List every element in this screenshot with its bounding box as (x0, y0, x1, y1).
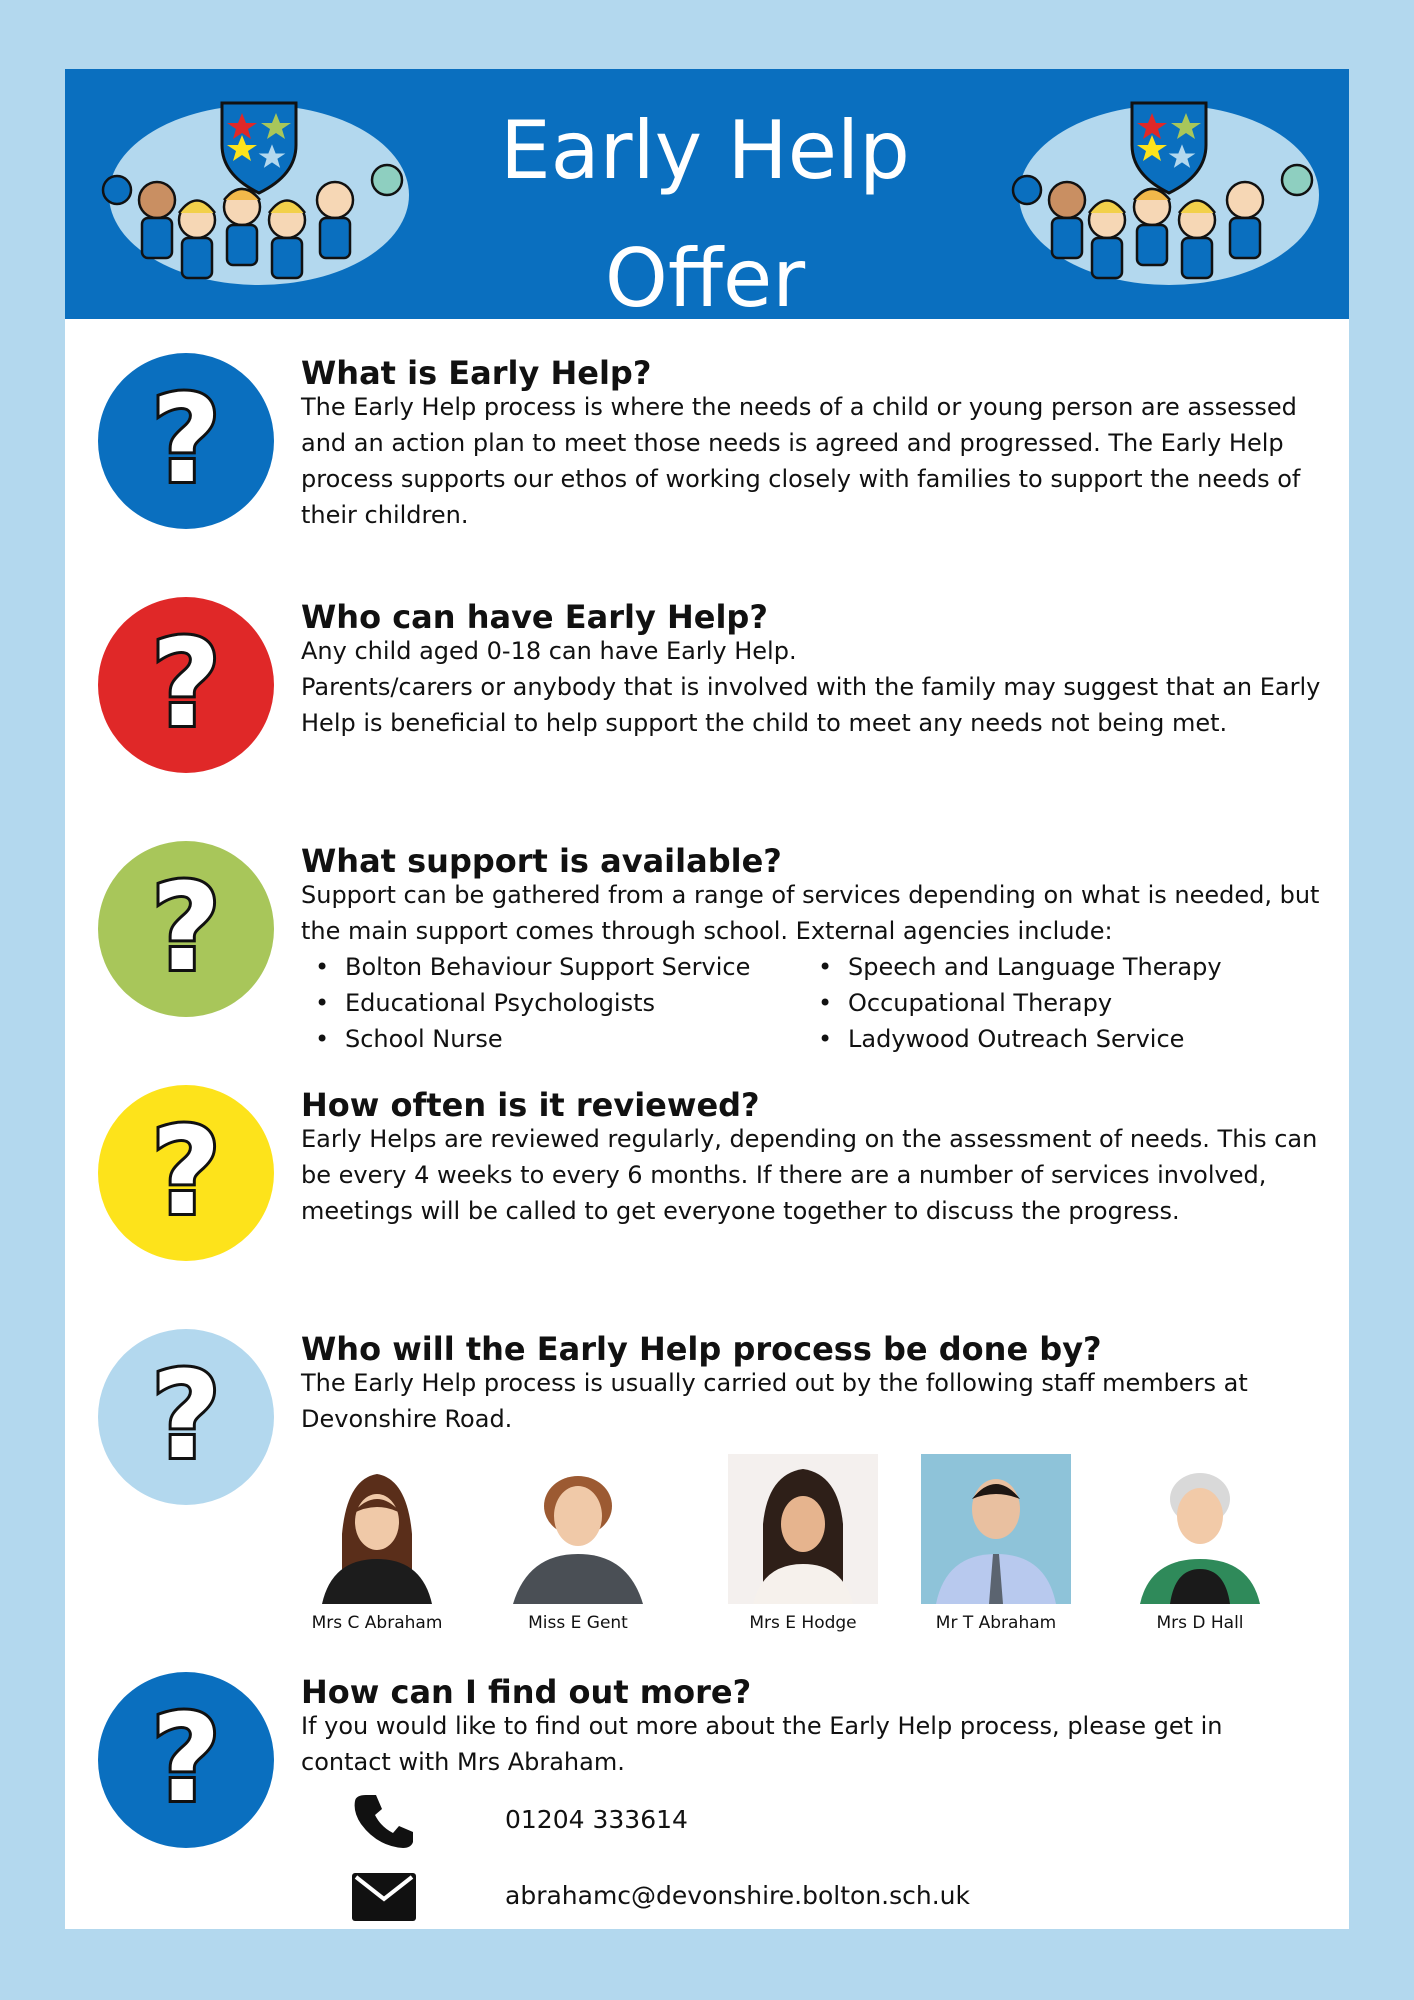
title-line-1: Early Help (500, 104, 910, 197)
section-paragraph: The Early Help process is where the needs of a child or young person are assessed and an action plan to meet those needs is agreed and progressed. The Early Help process supports our ethos of working closely with families to support the needs of their children. (301, 393, 1301, 529)
email-address[interactable]: abrahamc@devonshire.bolton.sch.uk (505, 1881, 970, 1910)
flyer-card (65, 69, 1349, 1929)
page-title (445, 87, 965, 343)
staff-photo (503, 1454, 653, 1604)
list-item: • Speech and Language Therapy (818, 949, 1222, 985)
list-item: • Bolton Behaviour Support Service (315, 949, 750, 985)
question-mark-icon (98, 353, 274, 529)
list-item: • Ladywood Outreach Service (818, 1021, 1222, 1057)
section-paragraph: Any child aged 0-18 can have Early Help. (301, 637, 797, 665)
staff-photo (728, 1454, 878, 1604)
question-mark-icon (98, 597, 274, 773)
staff-member (921, 1454, 1071, 1634)
section-title: How often is it reviewed? (301, 1086, 760, 1124)
staff-name: Mrs E Hodge (749, 1613, 857, 1633)
title-line-2: Offer (604, 232, 806, 325)
section-paragraph: If you would like to find out more about the Early Help process, please get in contact with Mrs Abraham. (301, 1712, 1223, 1776)
staff-name: Mrs C Abraham (311, 1613, 443, 1633)
phone-number[interactable]: 01204 333614 (505, 1805, 688, 1834)
section-paragraph: Support can be gathered from a range of services depending on what is needed, but the main support comes through school. External agencies include: (301, 881, 1320, 945)
question-mark-icon (98, 1085, 274, 1261)
agency-list-left (315, 949, 750, 1057)
staff-member (728, 1454, 878, 1634)
section-body (301, 389, 1341, 533)
question-mark-icon (98, 1672, 274, 1848)
staff-photo (302, 1454, 452, 1604)
staff-member (1125, 1454, 1275, 1634)
question-mark-icon (98, 841, 274, 1017)
section-body (301, 877, 1341, 949)
list-item: • School Nurse (315, 1021, 750, 1057)
staff-photo (1125, 1454, 1275, 1604)
section-paragraph: The Early Help process is usually carried out by the following staff members at Devonshire Road. (301, 1369, 1248, 1433)
section-body (301, 1121, 1341, 1229)
list-item: • Occupational Therapy (818, 985, 1222, 1021)
section-paragraph: Parents/carers or anybody that is involved with the family may suggest that an Early Help is beneficial to help support the child to meet any needs not being met. (301, 673, 1321, 737)
school-logo-right (997, 95, 1342, 305)
staff-member (503, 1454, 653, 1634)
staff-name: Mrs D Hall (1156, 1613, 1244, 1633)
section-body (301, 1708, 1301, 1780)
staff-name: Miss E Gent (528, 1613, 628, 1633)
phone-icon (350, 1791, 420, 1851)
staff-gallery (65, 1454, 1349, 1633)
section-title: How can I find out more? (301, 1673, 752, 1711)
agency-list-right (818, 949, 1222, 1057)
section-paragraph: Early Helps are reviewed regularly, depending on the assessment of needs. This can be every 4 weeks to every 6 months. If there are a number of services involved, meetings will be called to get everyone together to discuss the progress. (301, 1125, 1318, 1225)
envelope-icon (350, 1867, 420, 1927)
school-logo-left (87, 95, 432, 305)
section-title: What is Early Help? (301, 354, 652, 392)
section-title: What support is available? (301, 842, 782, 880)
section-body (301, 1365, 1341, 1437)
section-body (301, 633, 1341, 741)
section-title: Who can have Early Help? (301, 598, 768, 636)
staff-photo (921, 1454, 1071, 1604)
staff-member (302, 1454, 452, 1634)
staff-name: Mr T Abraham (935, 1613, 1057, 1633)
header-banner (65, 69, 1349, 325)
section-title: Who will the Early Help process be done by? (301, 1330, 1102, 1368)
list-item: • Educational Psychologists (315, 985, 750, 1021)
